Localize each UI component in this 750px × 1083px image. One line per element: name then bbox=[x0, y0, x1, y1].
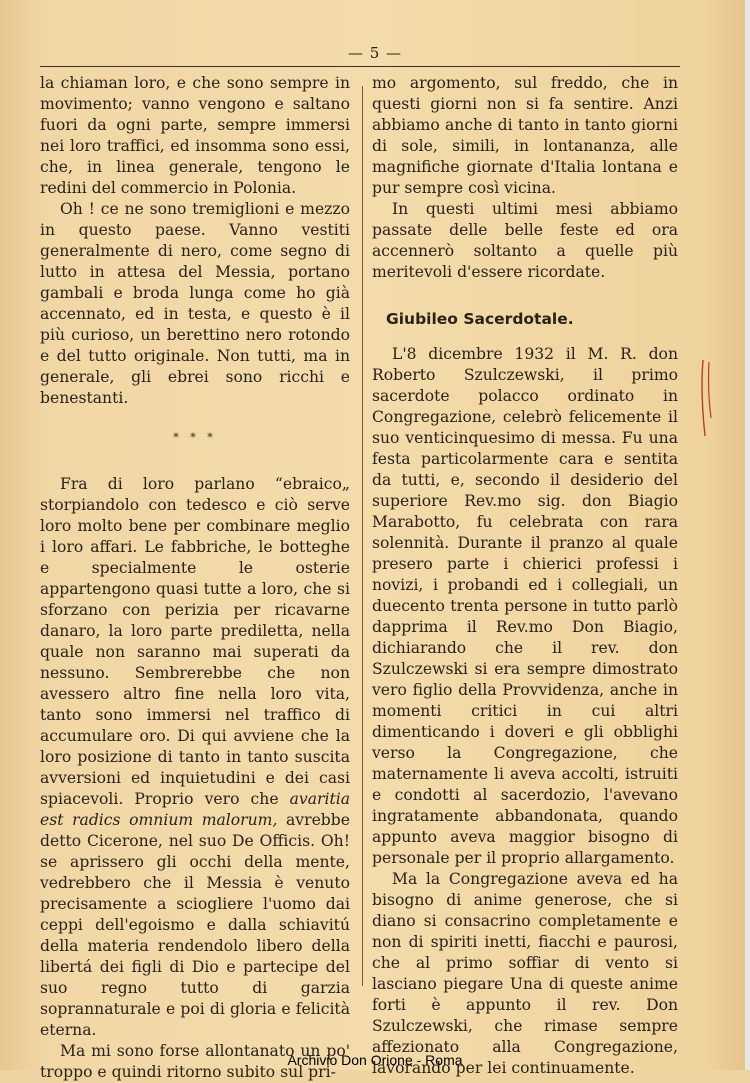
paragraph: In questi ultimi mesi abbiamo passate delle belle feste ed ora accennerò soltanto a quelle più meritevoli d'essere ricordate. bbox=[372, 200, 678, 281]
pencil-margin-mark bbox=[700, 358, 714, 438]
section-heading: Giubileo Sacerdotale. bbox=[386, 310, 574, 328]
page-edge bbox=[745, 0, 750, 1070]
paragraph: L'8 dicembre 1932 il M. R. don Roberto Szulczewski, il primo sacerdote polacco ordinato in Congregazione, celebrò felicemente il suo venticinquesimo di messa. Fu una festa particolarmente cara e sentita da tutti, e, secondo il desiderio del superiore Rev.mo sig. don Biagio Marabotto, fu celebrata con rara solennità. Durante il pranzo al quale presero parte i chierici professi i novizi, i probandi ed i collegiali, un duecento trenta persone in tutto parlò dapprima il Rev.mo Don Biagio, dichiarando che il rev. don Szulczewski si era sempre dimostrato vero figlio della Provvidenza, anche in momenti critici in cui altri dimenticando i doveri e gli obblighi verso la Congregazione, che maternamente li aveva accolti, istruiti e condotti al sacerdozio, l'avevano ingratamente abbandonata, quando appunto aveva maggior bisogno di personale per il proprio allargamento. bbox=[372, 345, 678, 867]
left-column bbox=[40, 73, 350, 1083]
paragraph: Ma mi sono forse allontanato un po' troppo e quindi ritorno subito sul pri- bbox=[40, 1042, 350, 1081]
paragraph: Oh ! ce ne sono tremiglioni e mezzo in questo paese. Vanno vestiti generalmente di nero, come segno di lutto in attesa del Messia, portano gambali e broda lunga come ho già accennato, ed in testa, e questo è il più curioso, un berettino nero rotondo e del tutto originale. Non tutti, ma in generale, gli ebrei sono ricchi e benestanti. bbox=[40, 200, 350, 407]
header-rule bbox=[40, 66, 680, 67]
paragraph: la chiaman loro, e che sono sempre in movimento; vanno vengono e saltano fuori da ogni parte, sempre immersi nei loro traffici, ed insomma sono essi, che, in linea generale, tengono le redini del commercio in Polonia. bbox=[40, 74, 350, 197]
paragraph bbox=[40, 474, 350, 1041]
paragraph-text: avrebbe detto Cicerone, nel suo De Officis. Oh! se aprissero gli occhi della mente, vedrebbero che il Messia è venuto precisamente a sciogliere l'uomo dai ceppi dell'egoismo e dalla schiavitú della materia rendendolo libero della libertá dei figli di Dio e partecipe del suo regno tutto di garzia soprannaturale e poi di gloria e felicità eterna. bbox=[40, 811, 350, 1039]
paragraph: Ma la Congregazione aveva ed ha bisogno di anime generose, che si diano si consacrino completamente e non di spiriti inetti, fiacchi e paurosi, che al primo soffiar di vento si lasciano piegare Una di queste anime forti è appunto il rev. Don Szulczewski, che rimase sempre affezionato alla Congregazione, lavorando per lei continuamente. bbox=[372, 870, 678, 1077]
latin-quote: avaritia est radics omnium malorum, bbox=[40, 790, 350, 829]
page-number: — 5 — bbox=[347, 44, 403, 62]
archive-footer: Archivio Don Orione - Roma bbox=[287, 1052, 463, 1068]
section-separator: * * * bbox=[173, 431, 217, 444]
right-column bbox=[372, 73, 678, 1079]
column-divider bbox=[362, 86, 363, 986]
paragraph: mo argomento, sul freddo, che in questi giorni non si fa sentire. Anzi abbiamo anche di tanto in tanto giorni di sole, simili, in lontananza, alle magnifiche giornate d'Italia lontana e pur sempre così vicina. bbox=[372, 74, 678, 197]
paragraph-text: Fra di loro parlano “ebraico„ storpiandolo con tedesco e ciò serve loro molto bene per combinare meglio i loro affari. Le fabbriche, le botteghe e specialmente le osterie appartengono quasi tutte a loro, che si sforzano con perizia per ricavarne danaro, la loro parte prediletta, nella quale non saranno mai superati da nessuno. Sembrerebbe che non avessero altro fine nella loro vita, tanto sono immersi nel traffico di accumulare oro. Di qui avviene che la loro posizione di tanto in tanto suscita avversioni ed inquietudini e dei casi spiacevoli. Proprio vero che bbox=[40, 475, 350, 808]
